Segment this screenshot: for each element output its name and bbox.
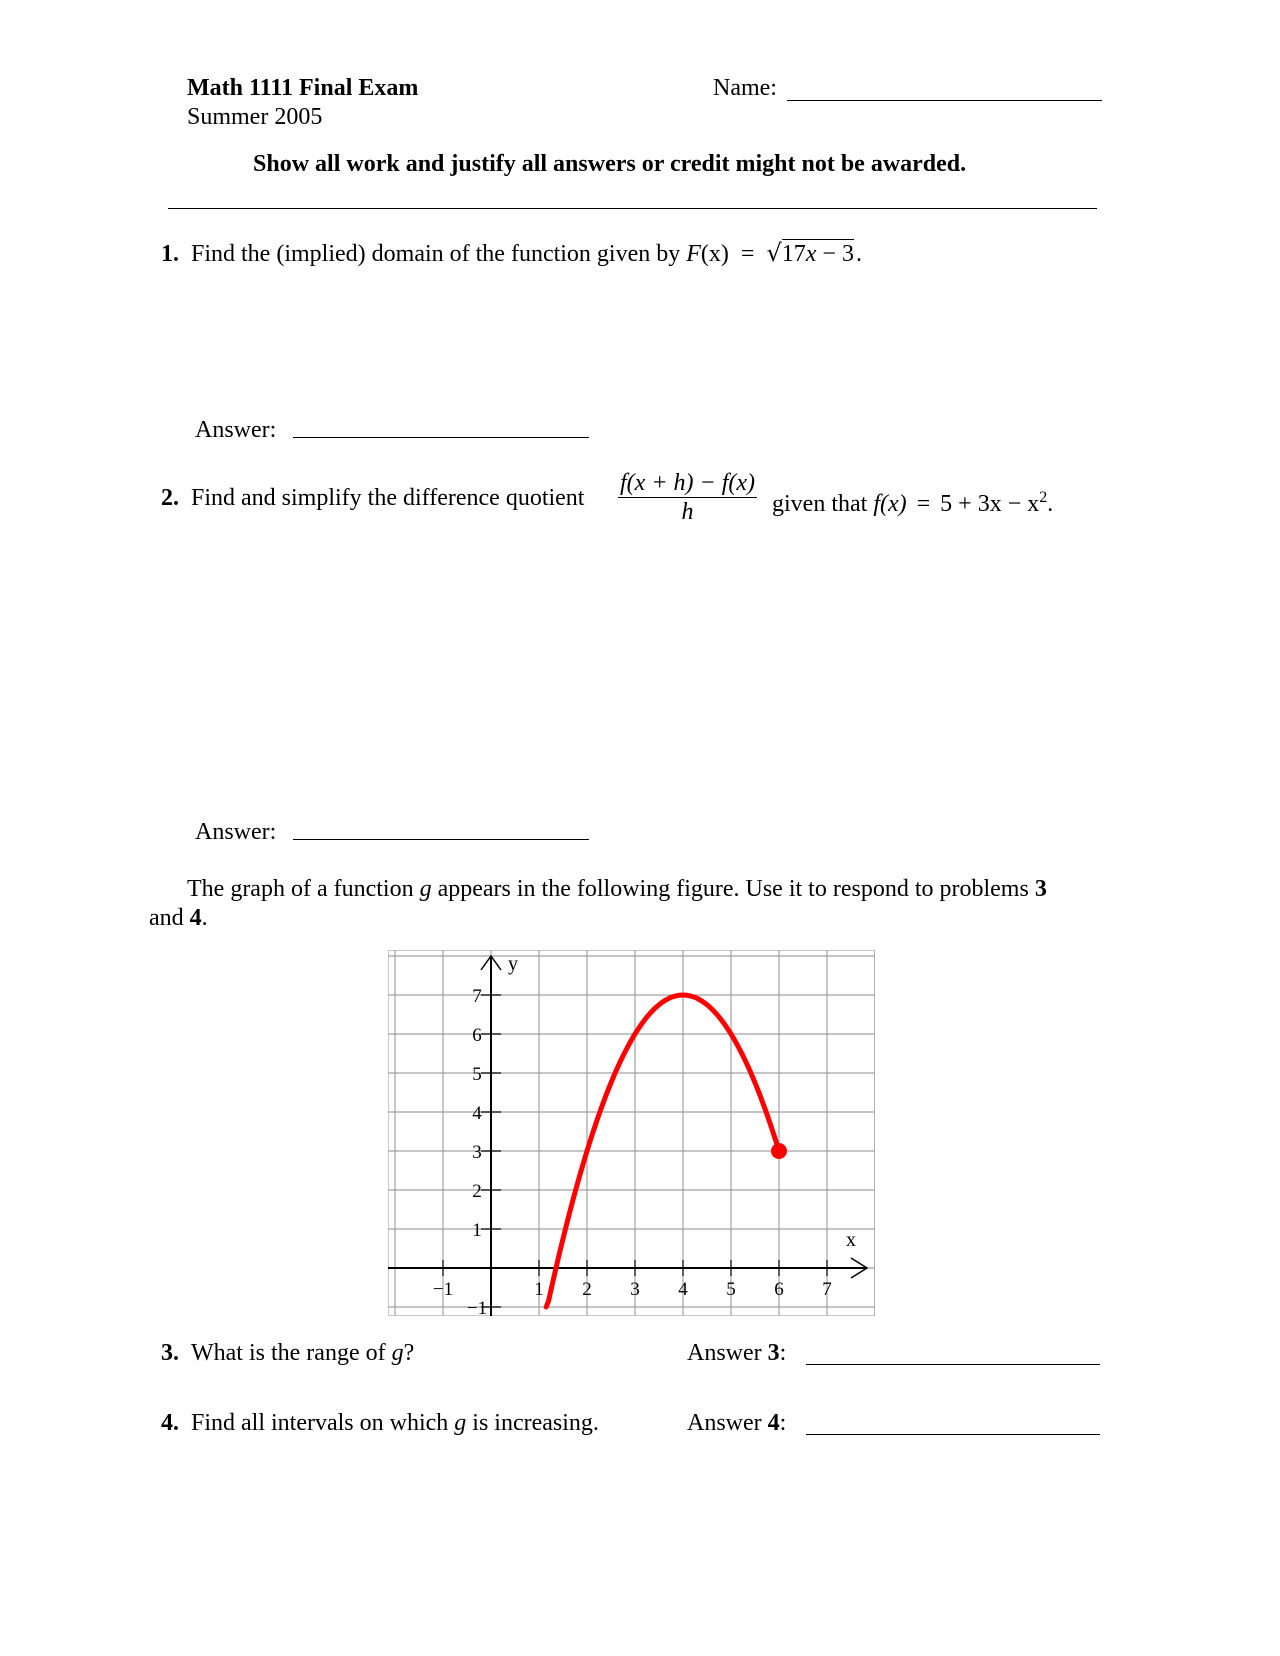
difference-quotient [618,470,757,525]
problem-1-radicand-rest: − 3 [816,241,854,267]
problem-2-given-text: given that [772,491,868,517]
graph-g [388,950,875,1316]
graph-intro-and: and [149,905,184,931]
graph-intro-var: g [419,876,432,902]
name-field[interactable] [787,100,1102,101]
answer-4-label [687,1409,786,1437]
graph-intro-line-2 [149,904,208,932]
graph-intro-line-1 [187,875,1047,903]
problem-2-equals: = [916,491,931,517]
answer-4-colon: : [779,1410,787,1436]
y-tick-label: 5 [472,1064,482,1085]
x-axis-label: x [846,1229,856,1251]
graph-intro-mid: appears in the following figure. Use it to respond to problems [437,876,1029,902]
quotient-denominator: h [681,499,694,525]
answer-4-field[interactable] [806,1434,1100,1435]
y-tick-label: 6 [472,1025,482,1046]
problem-2-rhs: 5 + 3x − x [940,491,1040,517]
problem-1-radicand-var: x [805,241,817,267]
y-axis-label: y [508,953,518,975]
answer-2-field[interactable] [293,839,589,840]
x-tick-label: 3 [630,1279,640,1300]
graph-intro-pre: The graph of a function [187,876,414,902]
x-tick-label: 6 [774,1279,784,1300]
problem-2-period: . [1047,491,1054,517]
problem-1-period: . [855,241,862,267]
problem-1-radicand-coef: 17 [781,241,806,267]
problem-1-equals: = [740,241,755,267]
g-endpoint-closed-dot [771,1143,787,1159]
problem-1-text: Find the (implied) domain of the function given by [191,241,681,267]
problem-4 [161,1409,599,1437]
problem-4-text-post: is increasing. [472,1410,599,1436]
problem-2-rhs-exp: 2 [1039,489,1048,506]
x-tick-label: 5 [726,1279,736,1300]
problem-3-number: 3. [161,1340,179,1366]
name-label: Name: [713,75,777,101]
graph-intro-n3: 3 [1034,876,1047,902]
answer-1-label: Answer: [195,417,277,443]
y-tick-label: 3 [472,1142,482,1163]
quotient-numerator: f(x + h) − f(x) [620,470,755,496]
exam-term: Summer 2005 [187,104,323,130]
graph-grid [388,950,875,1316]
problem-4-var: g [454,1410,467,1436]
problem-2-func: f(x) [873,491,907,517]
answer-3-colon: : [779,1340,787,1366]
x-tick-label: 2 [582,1279,592,1300]
problem-3-var: g [391,1340,404,1366]
graph-intro-n4: 4 [189,905,202,931]
exam-title: Math 1111 Final Exam [187,75,419,101]
y-tick-label: 2 [472,1181,482,1202]
problem-2 [161,484,584,512]
answer-3-label [687,1339,786,1367]
answer-4-label-text: Answer [687,1410,762,1436]
answer-1-field[interactable] [293,437,589,438]
x-tick-label: 1 [534,1279,544,1300]
problem-3-text: What is the range of [191,1340,386,1366]
answer-3-label-num: 3 [767,1340,780,1366]
answer-3-field[interactable] [806,1364,1100,1365]
x-tick-label: 4 [678,1279,688,1300]
problem-1-radicand [782,239,854,267]
instructions: Show all work and justify all answers or credit might not be awarded. [253,151,967,177]
problem-1 [161,239,862,268]
answer-3-label-text: Answer [687,1340,762,1366]
sqrt-icon: √ [766,239,782,267]
x-tick-label: −1 [432,1279,454,1300]
y-tick-label: 4 [472,1103,482,1124]
problem-2-given [772,484,1053,518]
graph-frame [389,951,875,1316]
header-divider [168,208,1097,209]
problem-1-func-name: F [686,241,701,267]
problem-2-text: Find and simplify the difference quotient [191,485,585,511]
y-tick-label: −1 [466,1298,488,1316]
graph-axes [388,953,867,1316]
problem-4-number: 4. [161,1410,179,1436]
problem-3 [161,1339,414,1367]
x-tick-label: 7 [822,1279,832,1300]
answer-4-label-num: 4 [767,1410,780,1436]
problem-1-func-arg: (x) [700,241,729,267]
problem-4-text: Find all intervals on which [191,1410,449,1436]
y-tick-label: 7 [472,986,482,1007]
problem-3-qmark: ? [403,1340,415,1366]
y-tick-label: 1 [472,1220,482,1241]
answer-2-label: Answer: [195,819,277,845]
problem-1-number: 1. [161,241,179,267]
problem-2-number: 2. [161,485,179,511]
graph-intro-end: . [201,905,208,931]
